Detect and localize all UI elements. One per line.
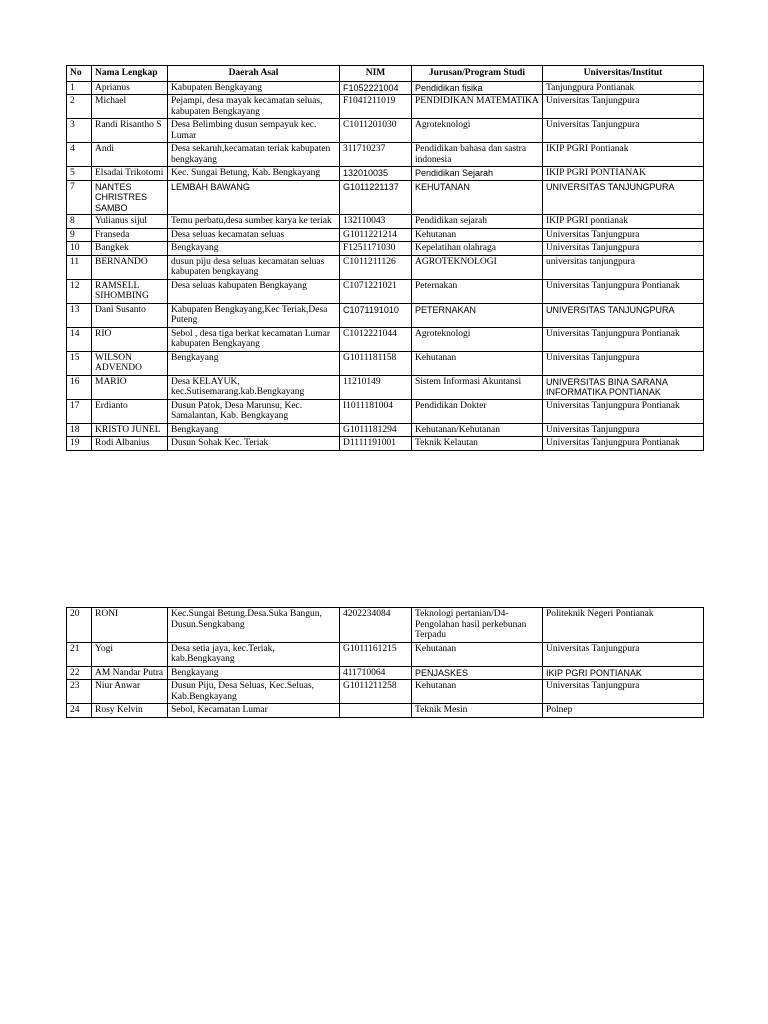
cell-asal: Desa setia jaya, kec.Teriak, kab.Bengkayang: [168, 642, 340, 666]
cell-no: 7: [67, 180, 92, 215]
table-row: [67, 180, 704, 215]
cell-nim: C1071221021: [340, 279, 412, 303]
cell-no: 21: [67, 642, 92, 666]
cell-asal: Kec.Sungai Betung.Desa.Suka Bangun, Dusun.Sengkabang: [168, 608, 340, 643]
cell-asal: Bengkayang: [168, 242, 340, 256]
cell-nim: 4202234084: [340, 608, 412, 643]
cell-nim: F1041211019: [340, 95, 412, 119]
cell-nim: G1011181294: [340, 423, 412, 437]
cell-nama: Franseda: [92, 228, 168, 242]
cell-asal: Dusun Patok, Desa Marunsu, Kec. Samalantan, Kab. Bengkayang: [168, 399, 340, 423]
table-header-row: [67, 66, 704, 82]
cell-jurusan: Teknik Kelautan: [412, 437, 543, 451]
cell-univ: IKIP PGRI Pontianak: [543, 143, 704, 167]
cell-nama: Rosy Kelvin: [92, 704, 168, 718]
cell-jurusan: PENDIDIKAN MATEMATIKA: [412, 95, 543, 119]
cell-univ: UNIVERSITAS TANJUNGPURA: [543, 303, 704, 327]
cell-jurusan: Kepelatihan olahraga: [412, 242, 543, 256]
cell-asal: Desa Belimbing dusun sempayuk kec. Lumar: [168, 119, 340, 143]
table-row: [67, 279, 704, 303]
cell-no: 1: [67, 81, 92, 95]
cell-univ: UNIVERSITAS TANJUNGPURA: [543, 180, 704, 215]
cell-asal: Sebol, Kecamatan Lumar: [168, 704, 340, 718]
cell-nama: RIO: [92, 327, 168, 351]
table-row: [67, 242, 704, 256]
cell-jurusan: Pendidikan Sejarah: [412, 167, 543, 181]
cell-nim: G1011181158: [340, 351, 412, 375]
cell-nim: G1011161215: [340, 642, 412, 666]
table-row: [67, 327, 704, 351]
cell-jurusan: Agroteknologi: [412, 119, 543, 143]
cell-univ: Universitas Tanjungpura: [543, 228, 704, 242]
cell-nim: F1052221004: [340, 81, 412, 95]
cell-nim: C1011201030: [340, 119, 412, 143]
cell-no: 18: [67, 423, 92, 437]
cell-asal: Desa sekaruh,kecamatan teriak kabupaten bengkayang: [168, 143, 340, 167]
cell-no: 17: [67, 399, 92, 423]
cell-univ: Universitas Tanjungpura Pontianak: [543, 279, 704, 303]
cell-no: 3: [67, 119, 92, 143]
cell-nama: Bangkek: [92, 242, 168, 256]
cell-jurusan: PETERNAKAN: [412, 303, 543, 327]
cell-no: 11: [67, 255, 92, 279]
table-row: [67, 642, 704, 666]
header-daerah-asal: Daerah Asal: [168, 66, 340, 82]
cell-nim: 132010035: [340, 167, 412, 181]
cell-nim: G1011221137: [340, 180, 412, 215]
header-universitas: Universitas/Institut: [543, 66, 704, 82]
cell-nim: I1011181004: [340, 399, 412, 423]
cell-jurusan: Pendidikan fisika: [412, 81, 543, 95]
cell-nim: C1011211126: [340, 255, 412, 279]
cell-nim: C1012221044: [340, 327, 412, 351]
cell-jurusan: PENJASKES: [412, 666, 543, 680]
cell-no: 23: [67, 680, 92, 704]
cell-nama: Aprianus: [92, 81, 168, 95]
cell-no: 4: [67, 143, 92, 167]
cell-no: 22: [67, 666, 92, 680]
cell-asal: Desa seluas kecamatan seluas: [168, 228, 340, 242]
cell-univ: Polnep: [543, 704, 704, 718]
cell-nama: Yulianus sijul: [92, 215, 168, 229]
header-no: No: [67, 66, 92, 82]
cell-no: 20: [67, 608, 92, 643]
cell-no: 14: [67, 327, 92, 351]
cell-nama: Randi Risantho S: [92, 119, 168, 143]
cell-asal: Kabupaten Bengkayang: [168, 81, 340, 95]
cell-asal: Bengkayang: [168, 351, 340, 375]
cell-nama: Yogi: [92, 642, 168, 666]
cell-no: 12: [67, 279, 92, 303]
cell-nim: [340, 704, 412, 718]
cell-no: 15: [67, 351, 92, 375]
cell-nama: Dani Susanto: [92, 303, 168, 327]
cell-jurusan: Sistem Informasi Akuntansi: [412, 375, 543, 399]
table-row: [67, 119, 704, 143]
cell-univ: Universitas Tanjungpura: [543, 680, 704, 704]
cell-nama: Niur Anwar: [92, 680, 168, 704]
student-table-page-1: [66, 65, 704, 451]
cell-univ: Politeknik Negeri Pontianak: [543, 608, 704, 643]
cell-nim: C1071191010: [340, 303, 412, 327]
cell-jurusan: AGROTEKNOLOGI: [412, 255, 543, 279]
header-jurusan: Jurusan/Program Studi: [412, 66, 543, 82]
cell-nim: 311710237: [340, 143, 412, 167]
cell-asal: Dusun Sohak Kec. Teriak: [168, 437, 340, 451]
cell-no: 9: [67, 228, 92, 242]
cell-asal: Desa seluas kabupaten Bengkayang: [168, 279, 340, 303]
cell-asal: Pejampi, desa mayak kecamatan seluas, kabupaten Bengkayang: [168, 95, 340, 119]
cell-jurusan: Peternakan: [412, 279, 543, 303]
cell-asal: Temu perbatu,desa sumber karya ke teriak: [168, 215, 340, 229]
cell-no: 13: [67, 303, 92, 327]
cell-jurusan: Kehutanan: [412, 680, 543, 704]
cell-univ: IKIP PGRI PONTIANAK: [543, 167, 704, 181]
cell-nama: BERNANDO: [92, 255, 168, 279]
cell-asal: Kabupaten Bengkayang,Kec Teriak,Desa Puteng: [168, 303, 340, 327]
cell-univ: Universitas Tanjungpura: [543, 423, 704, 437]
cell-no: 24: [67, 704, 92, 718]
cell-jurusan: Pendidikan bahasa dan sastra indonesia: [412, 143, 543, 167]
cell-nim: 411710064: [340, 666, 412, 680]
cell-nama: Rodi Albanius: [92, 437, 168, 451]
table-row: [67, 215, 704, 229]
cell-asal: Bengkayang: [168, 423, 340, 437]
cell-no: 2: [67, 95, 92, 119]
cell-nama: NANTES CHRISTRES SAMBO: [92, 180, 168, 215]
table-row: [67, 375, 704, 399]
cell-asal: LEMBAH BAWANG: [168, 180, 340, 215]
cell-nim: G1011221214: [340, 228, 412, 242]
cell-asal: Kec. Sungai Betung, Kab. Bengkayang: [168, 167, 340, 181]
cell-nama: Erdianto: [92, 399, 168, 423]
cell-no: 10: [67, 242, 92, 256]
table-row: [67, 666, 704, 680]
cell-univ: universitas tanjungpura: [543, 255, 704, 279]
cell-nama: AM Nandar Putra: [92, 666, 168, 680]
table-row: [67, 255, 704, 279]
cell-nama: RAMSELL SIHOMBING: [92, 279, 168, 303]
cell-jurusan: Kehutanan: [412, 351, 543, 375]
table-row: [67, 303, 704, 327]
cell-jurusan: Teknologi pertanian/D4-Pengolahan hasil perkebunan Terpadu: [412, 608, 543, 643]
table-row: [67, 704, 704, 718]
cell-univ: Universitas Tanjungpura: [543, 642, 704, 666]
cell-jurusan: Kehutanan/Kehutanan: [412, 423, 543, 437]
table-row: [67, 351, 704, 375]
cell-univ: IKIP PGRI pontianak: [543, 215, 704, 229]
table-row: [67, 81, 704, 95]
cell-nama: Michael: [92, 95, 168, 119]
cell-no: 16: [67, 375, 92, 399]
cell-univ: Universitas Tanjungpura: [543, 242, 704, 256]
cell-nim: 132110043: [340, 215, 412, 229]
table-row: [67, 608, 704, 643]
cell-jurusan: KEHUTANAN: [412, 180, 543, 215]
table-row: [67, 143, 704, 167]
cell-jurusan: Teknik Mesin: [412, 704, 543, 718]
cell-nim: F1251171030: [340, 242, 412, 256]
table-row: [67, 680, 704, 704]
cell-jurusan: Agroteknologi: [412, 327, 543, 351]
cell-univ: Universitas Tanjungpura Pontianak: [543, 327, 704, 351]
cell-asal: Sebol , desa tiga berkat kecamatan Lumar kabupaten Bengkayang: [168, 327, 340, 351]
cell-univ: Tanjungpura Pontianak: [543, 81, 704, 95]
cell-jurusan: Pendidikan sejarah: [412, 215, 543, 229]
cell-univ: Universitas Tanjungpura: [543, 119, 704, 143]
cell-no: 5: [67, 167, 92, 181]
cell-jurusan: Kehutanan: [412, 228, 543, 242]
cell-univ: Universitas Tanjungpura: [543, 351, 704, 375]
header-nama-lengkap: Nama Lengkap: [92, 66, 168, 82]
cell-nama: Andi: [92, 143, 168, 167]
table-row: [67, 399, 704, 423]
table-row: [67, 228, 704, 242]
table-row: [67, 167, 704, 181]
cell-no: 8: [67, 215, 92, 229]
cell-univ: UNIVERSITAS BINA SARANA INFORMATIKA PONTIANAK: [543, 375, 704, 399]
cell-nama: KRISTO JUNEL: [92, 423, 168, 437]
cell-jurusan: Pendidikan Dokter: [412, 399, 543, 423]
cell-no: 19: [67, 437, 92, 451]
cell-jurusan: Kehutanan: [412, 642, 543, 666]
cell-nim: D1111191001: [340, 437, 412, 451]
cell-nama: RONI: [92, 608, 168, 643]
cell-nim: G1011211258: [340, 680, 412, 704]
cell-asal: Desa KELAYUK, kec.Sutisemarang.kab.Bengkayang: [168, 375, 340, 399]
cell-asal: Dusun Piju, Desa Seluas, Kec.Seluas, Kab.Bengkayang: [168, 680, 340, 704]
cell-asal: Bengkayang: [168, 666, 340, 680]
table-row: [67, 437, 704, 451]
cell-nama: WILSON ADVENDO: [92, 351, 168, 375]
cell-univ: Universitas Tanjungpura: [543, 95, 704, 119]
cell-asal: dusun piju desa seluas kecamatan seluas kabupaten bengkayang: [168, 255, 340, 279]
cell-nama: Elsadai Trikotomi: [92, 167, 168, 181]
cell-univ: Universitas Tanjungpura Pontianak: [543, 399, 704, 423]
cell-univ: Universitas Tanjungpura Pontianak: [543, 437, 704, 451]
table-row: [67, 423, 704, 437]
student-table-page-2: [66, 607, 704, 718]
cell-nim: 11210149: [340, 375, 412, 399]
table-row: [67, 95, 704, 119]
header-nim: NIM: [340, 66, 412, 82]
cell-univ: IKIP PGRI PONTIANAK: [543, 666, 704, 680]
cell-nama: MARIO: [92, 375, 168, 399]
